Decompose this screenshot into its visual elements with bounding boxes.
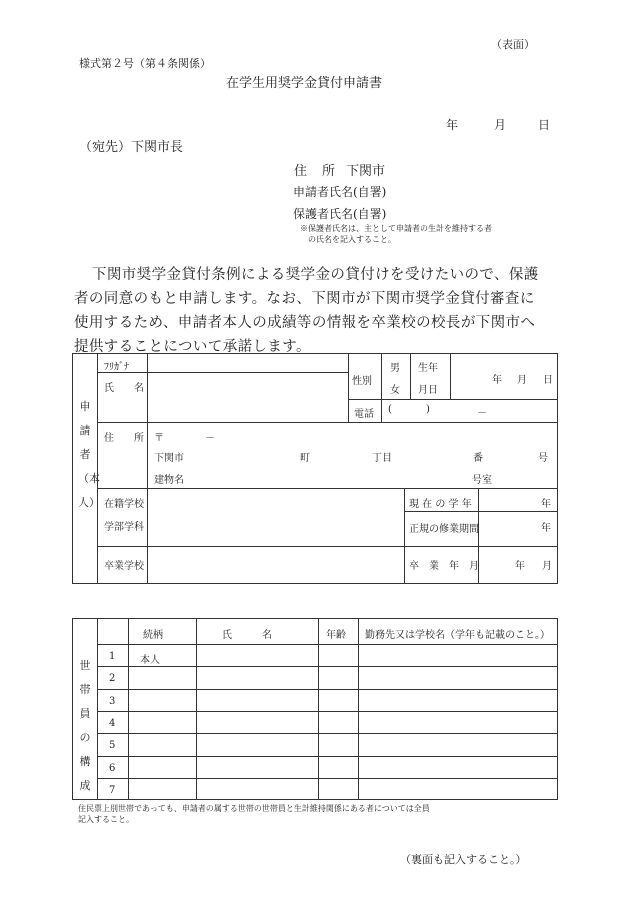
page-title: 在学生用奨学金貸付申請書 [226, 76, 383, 91]
study-period-label: 正規の修業期間 [409, 524, 479, 535]
household-side-label: 世帯員の構成 [79, 659, 91, 792]
household-row-number: 3 [109, 696, 116, 707]
address-ban-label: 番 [473, 453, 483, 464]
address-chome-label: 丁目 [372, 453, 392, 464]
grade-unit: 年 [541, 499, 551, 510]
postal-dash: － [205, 433, 215, 444]
household-row-number: 7 [109, 785, 116, 796]
household-row-number: 4 [109, 718, 116, 729]
consent-line-2: 者の同意のもと申請します。なお、下関市が下関市奨学金貸付審査に [74, 291, 535, 307]
furigana-label: ﾌﾘｶﾞﾅ [104, 362, 129, 373]
school-label: 在籍学校 [104, 499, 144, 510]
household-row-number: 6 [109, 763, 116, 774]
gender-label: 性別 [352, 376, 372, 387]
guardian-signature-label: 保護者氏名(自署) [293, 207, 387, 221]
household-row-number: 5 [109, 740, 116, 751]
postal-mark: 〒 [154, 433, 164, 444]
birth-day-label: 日 [543, 375, 553, 386]
household-note-line2: 記入すること。 [78, 815, 134, 824]
date-day-label: 日 [538, 118, 551, 132]
household-table [72, 618, 558, 800]
household-row-number: 1 [109, 651, 116, 662]
address-row-label: 住 所 [104, 433, 144, 444]
guardian-note-line2: の氏名を記入すること。 [308, 235, 396, 244]
guardian-note-line1: ※保護者氏名は、主として申請者の生計を維持する者 [300, 224, 492, 233]
gender-female[interactable]: 女 [390, 385, 400, 396]
addressee: （宛先）下関市長 [79, 140, 184, 155]
col-relation: 続柄 [143, 630, 163, 641]
consent-line-3: 使用するため、申請者本人の成績等の情報を卒業校の校長が下関市へ [74, 315, 536, 331]
consent-line-4: 提供することについて承諾します。 [74, 339, 311, 355]
phone-open-paren: ( [388, 404, 392, 415]
household-row-number: 2 [109, 673, 116, 684]
col-age: 年齢 [326, 630, 346, 641]
name-input[interactable] [153, 376, 343, 418]
grad-ym-label: 卒 業 年 月 [409, 561, 479, 572]
date-month-label: 月 [494, 118, 507, 132]
col-name: 氏 名 [222, 630, 272, 641]
address-label: 住 所 [294, 164, 337, 179]
grad-school-label: 卒業学校 [104, 561, 144, 572]
room-label: 号室 [472, 475, 492, 486]
phone-close-paren: ) [426, 404, 430, 415]
date-year-label: 年 [446, 118, 459, 132]
name-label: 氏 名 [104, 383, 144, 394]
birth-label-2: 月日 [418, 385, 438, 396]
household-row-relation[interactable]: 本人 [140, 655, 160, 666]
address-go-label: 号 [538, 453, 548, 464]
grade-label: 現 在 の 学 年 [409, 499, 472, 510]
birth-year-label: 年 [492, 375, 502, 386]
applicant-side-label: 申請者（本人） [78, 400, 100, 509]
address-town-label: 町 [300, 453, 310, 464]
phone-label: 電話 [354, 409, 374, 420]
address-city: 下関市 [346, 164, 386, 179]
furigana-input[interactable] [153, 358, 343, 370]
footer-note: （裏面も記入すること。） [400, 853, 527, 866]
consent-line-1: 下関市奨学金貸付条例による奨学金の貸付けを受けたいので、保護 [92, 267, 539, 283]
side-label: （表面） [491, 38, 535, 51]
birth-month-label: 月 [517, 375, 527, 386]
applicant-signature-label: 申請者氏名(自署) [293, 185, 387, 199]
building-label: 建物名 [154, 475, 184, 486]
col-workplace: 勤務先又は学校名（学年も記載のこと。） [365, 630, 550, 641]
form-number: 様式第２号（第４条関係） [79, 57, 211, 70]
birth-label-1: 生年 [418, 363, 438, 374]
study-period-unit: 年 [541, 523, 551, 534]
gender-male[interactable]: 男 [390, 363, 400, 374]
dept-label: 学部学科 [104, 522, 144, 533]
grad-year-label: 年 [515, 561, 525, 572]
phone-dash: － [477, 408, 487, 419]
household-note-line1: 住民票上別世帯であっても、申請者の属する世帯の世帯員と生計維持関係にある者については全員 [78, 804, 430, 813]
grad-month-label: 月 [542, 561, 552, 572]
address-city-label: 下関市 [154, 453, 184, 464]
